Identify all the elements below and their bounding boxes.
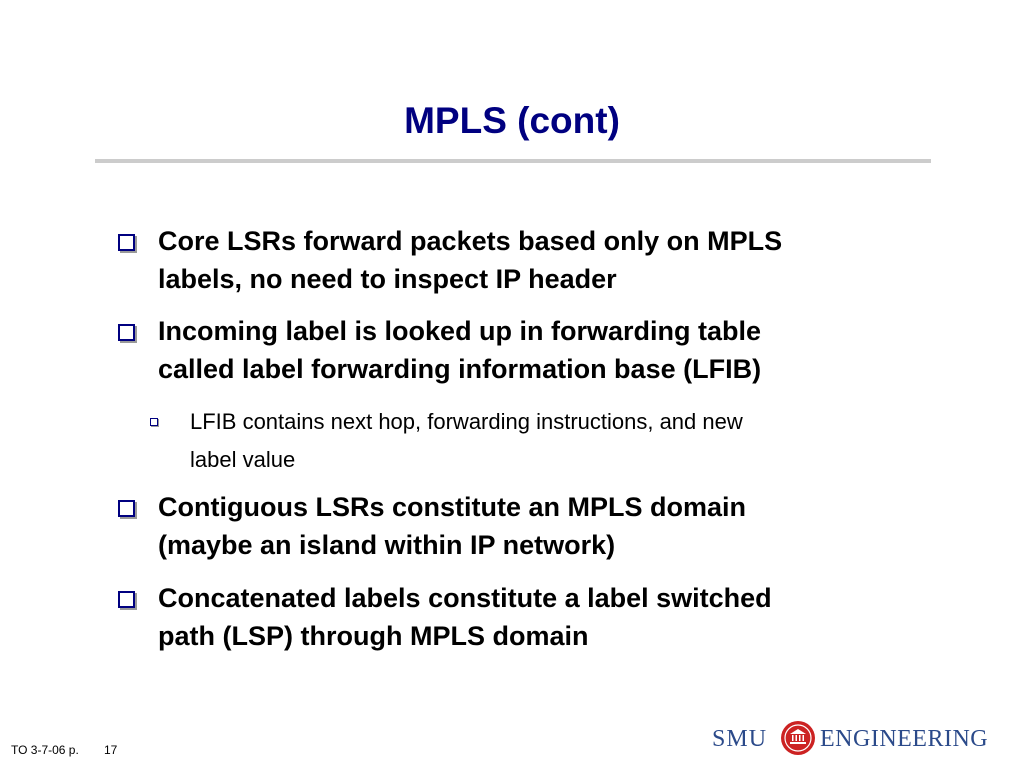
bullet-line: called label forwarding information base (LFIB) [158, 354, 762, 384]
sub-bullet-line: label value [190, 447, 296, 472]
sub-bullet-item [190, 403, 910, 479]
bullet-line: labels, no need to inspect IP header [158, 264, 617, 294]
slide-title: MPLS (cont) [404, 100, 620, 141]
smu-seal-icon [780, 720, 816, 756]
square-bullet-icon [118, 324, 135, 341]
bullet-item [158, 579, 898, 655]
footer-course-label: TO 3-7-06 p. [11, 743, 79, 757]
logo-smu-text: SMU [712, 726, 768, 752]
bullet-line: Core LSRs forward packets based only on MPLS [158, 226, 783, 256]
logo-engineering-text: ENGINEERING [820, 726, 989, 752]
bullet-line: Concatenated labels constitute a label switched [158, 583, 772, 613]
bullet-item [158, 488, 898, 564]
square-bullet-icon [118, 591, 135, 608]
small-square-bullet-icon [150, 418, 158, 426]
bullet-line: Contiguous LSRs constitute an MPLS domain [158, 492, 747, 522]
square-bullet-icon [118, 234, 135, 251]
sub-bullet-line: LFIB contains next hop, forwarding instructions, and new [190, 409, 743, 434]
bullet-line: Incoming label is looked up in forwarding table [158, 316, 762, 346]
title-divider [95, 159, 931, 163]
bullet-line: path (LSP) through MPLS domain [158, 621, 589, 651]
square-bullet-icon [118, 500, 135, 517]
bullet-item [158, 312, 898, 388]
bullet-item [158, 222, 898, 298]
page-number: 17 [104, 743, 118, 757]
bullet-line: (maybe an island within IP network) [158, 530, 616, 560]
